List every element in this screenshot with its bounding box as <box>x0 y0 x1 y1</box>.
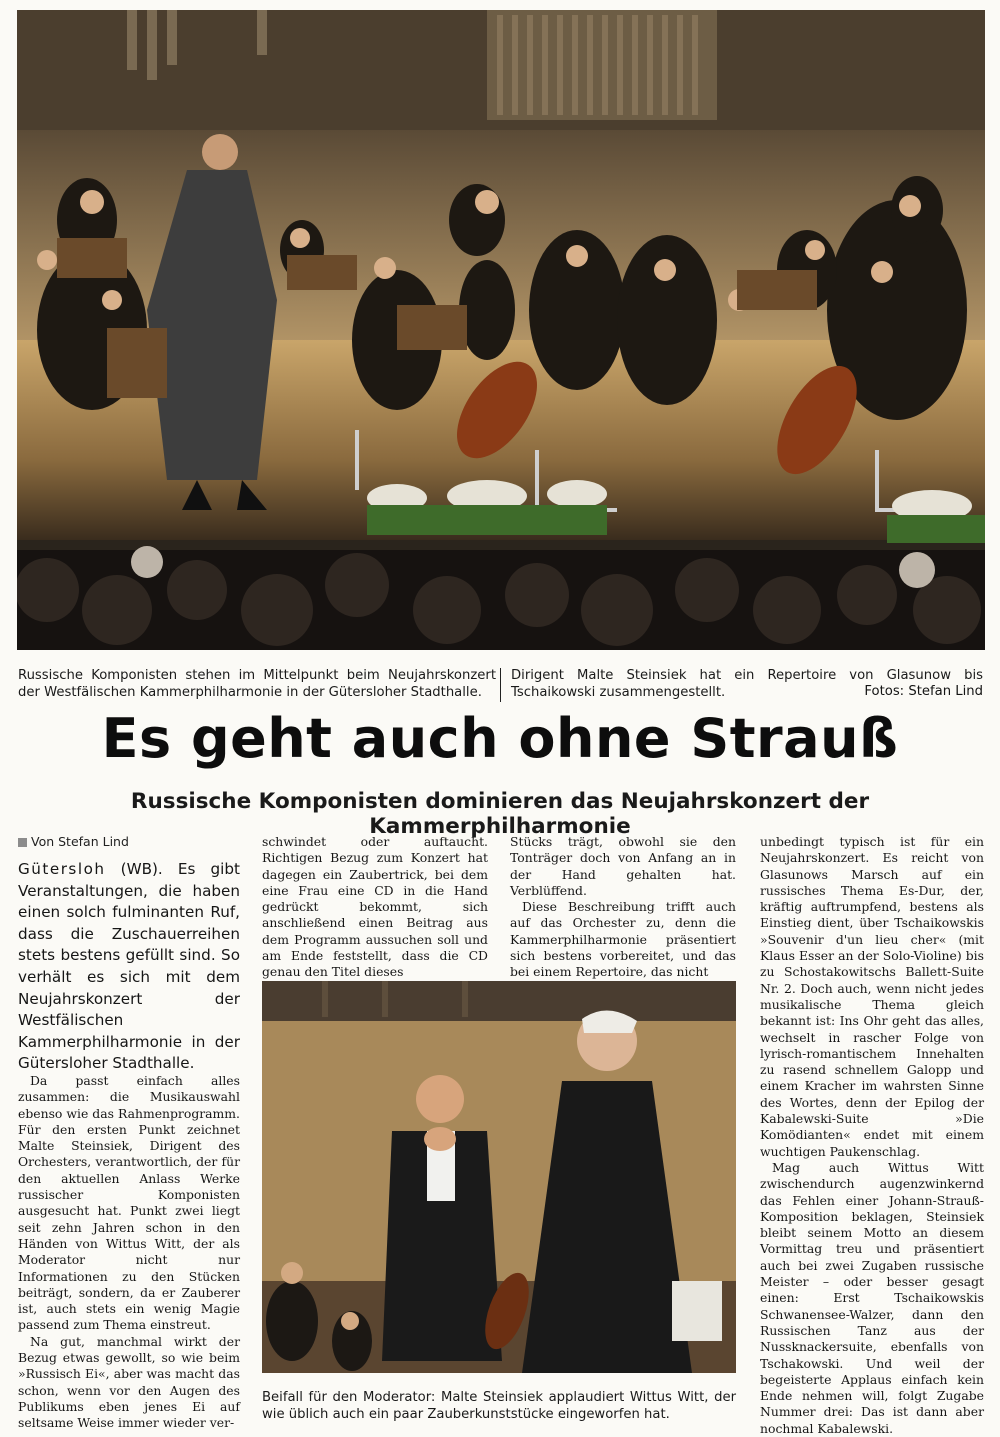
applause-photo <box>262 981 736 1373</box>
article-column-1 <box>18 1073 240 1432</box>
orchestra-photo-illustration <box>17 10 985 650</box>
paragraph: unbedingt typisch ist für ein Neujahrskonzert. Es reicht von Glasunows Marsch auf ein russisches Thema Es-Dur, der, kräftig auftrumpfend, bestens als Einstieg dient, über Tschaikowskis »Souvenir d'un lieu cher« (mit Klaus Esser an der Solo-Violine) bis zu Schostakowitschs Ballett-Suite Nr. 2. Doch auch, wenn nicht jedes musikalische Thema gleich bekannt ist: Ins Ohr geht das alles, wechselt in rascher Folge von lyrisch-romantischem Innehalten zu rasend schnellem Galopp und einem Kracher im wahrsten Sinne des Wortes, denn der Epilog der Kabalewski-Suite »Die Komödianten« endet mit einem wuchtigen Paukenschlag. <box>760 834 984 1159</box>
top-photo-caption-right: Dirigent Malte Steinsiek hat ein Repertoire von Glasunow bis Tschaikowski zusammengestellt. <box>511 668 983 700</box>
top-photo-caption-left: Russische Komponisten stehen im Mittelpunkt beim Neujahrskonzert der Westfälischen Kammerphilharmonie in der Gütersloher Stadthalle. <box>18 668 496 700</box>
lead-paragraph <box>18 859 240 1075</box>
paragraph: Diese Beschreibung trifft auch auf das Orchester zu, denn die Kammerphilharmonie präsentiert sich bestens vorbereitet, und das bei einem Repertoire, das nicht <box>510 899 736 980</box>
byline <box>18 834 129 849</box>
bottom-photo-caption: Beifall für den Moderator: Malte Steinsiek applaudiert Wittus Witt, der wie üblich auch ein paar Zauberkunststücke eingeworfen hat. <box>262 1390 736 1422</box>
paragraph: Mag auch Wittus Witt zwischendurch augenzwinkernd das Fehlen einer Johann-Strauß-Komposition beklagen, Steinsiek bleibt seinem Motto an diesem Vormittag treu und präsentiert auch bei zwei Zugaben russische Meister – oder besser gesagt einen: Erst Tschaikowskis Schwanensee-Walzer, dann den Russischen Tanz aus der Nussknackersuite, ebenfalls von Tschakowski. Und weil der begeisterte Applaus einfach kein Ende nehmen will, folgt Zugabe Nummer drei: Das ist dann aber nochmal Kabalewski. <box>760 1159 984 1436</box>
photo-credit: Fotos: Stefan Lind <box>864 684 983 699</box>
orchestra-photo <box>17 10 985 650</box>
paragraph: Da passt einfach alles zusammen: die Musikauswahl ebenso wie das Rahmenprogramm. Für den ersten Punkt zeichnet Malte Steinsiek, Dirigent des Orchesters, verantwortlich, der für den aktuellen Anlass Werke russischer Komponisten ausgesucht hat. Punkt zwei liegt seit zehn Jahren schon in den Händen von Wittus Witt, der als Moderator nicht nur Informationen zu den Stücken beiträgt, sondern, da er Zauberer ist, auch stets ein wenig Magie passend zum Thema einstreut. <box>18 1073 240 1333</box>
dateline-place: Gütersloh <box>18 860 106 878</box>
paragraph: Stücks trägt, obwohl sie den Tonträger doch von Anfang an in der Hand gehalten hat. Verblüffend. <box>510 834 736 898</box>
subheadline: Russische Komponisten dominieren das Neujahrskonzert der Kammerphilharmonie <box>130 789 870 839</box>
applause-photo-illustration <box>262 981 736 1373</box>
headline: Es geht auch ohne Strauß <box>101 707 899 770</box>
caption-divider <box>500 668 501 702</box>
paragraph: Na gut, manchmal wirkt der Bezug etwas gewollt, so wie beim »Russisch Ei«, aber was macht das schon, wenn vor den Augen des Publikums eben jenes Ei auf seltsame Weise immer wieder ver- <box>18 1333 240 1431</box>
paragraph: schwindet oder auftaucht. Richtigen Bezug zum Konzert hat dagegen ein Zaubertrick, bei dem eine Frau eine CD in die Hand gedrückt bekommt, sich anschließend einen Beitrag aus dem Programm aussuchen soll und am Ende feststellt, dass die CD genau den Titel dieses <box>262 834 488 980</box>
byline-text: Von Stefan Lind <box>31 834 129 849</box>
article-column-3 <box>510 834 736 981</box>
article-column-4 <box>760 834 984 1437</box>
article-column-2 <box>262 834 488 981</box>
byline-marker-icon <box>18 838 27 847</box>
lead-text: (WB). Es gibt Veranstaltungen, die haben einen solch fulminanten Ruf, dass die Zuschauerreihen stets bestens gefüllt sind. So verhält es sich mit dem Neujahrskonzert der Westfälischen Kammerphilharmonie in der Gütersloher Stadthalle. <box>18 860 240 1073</box>
